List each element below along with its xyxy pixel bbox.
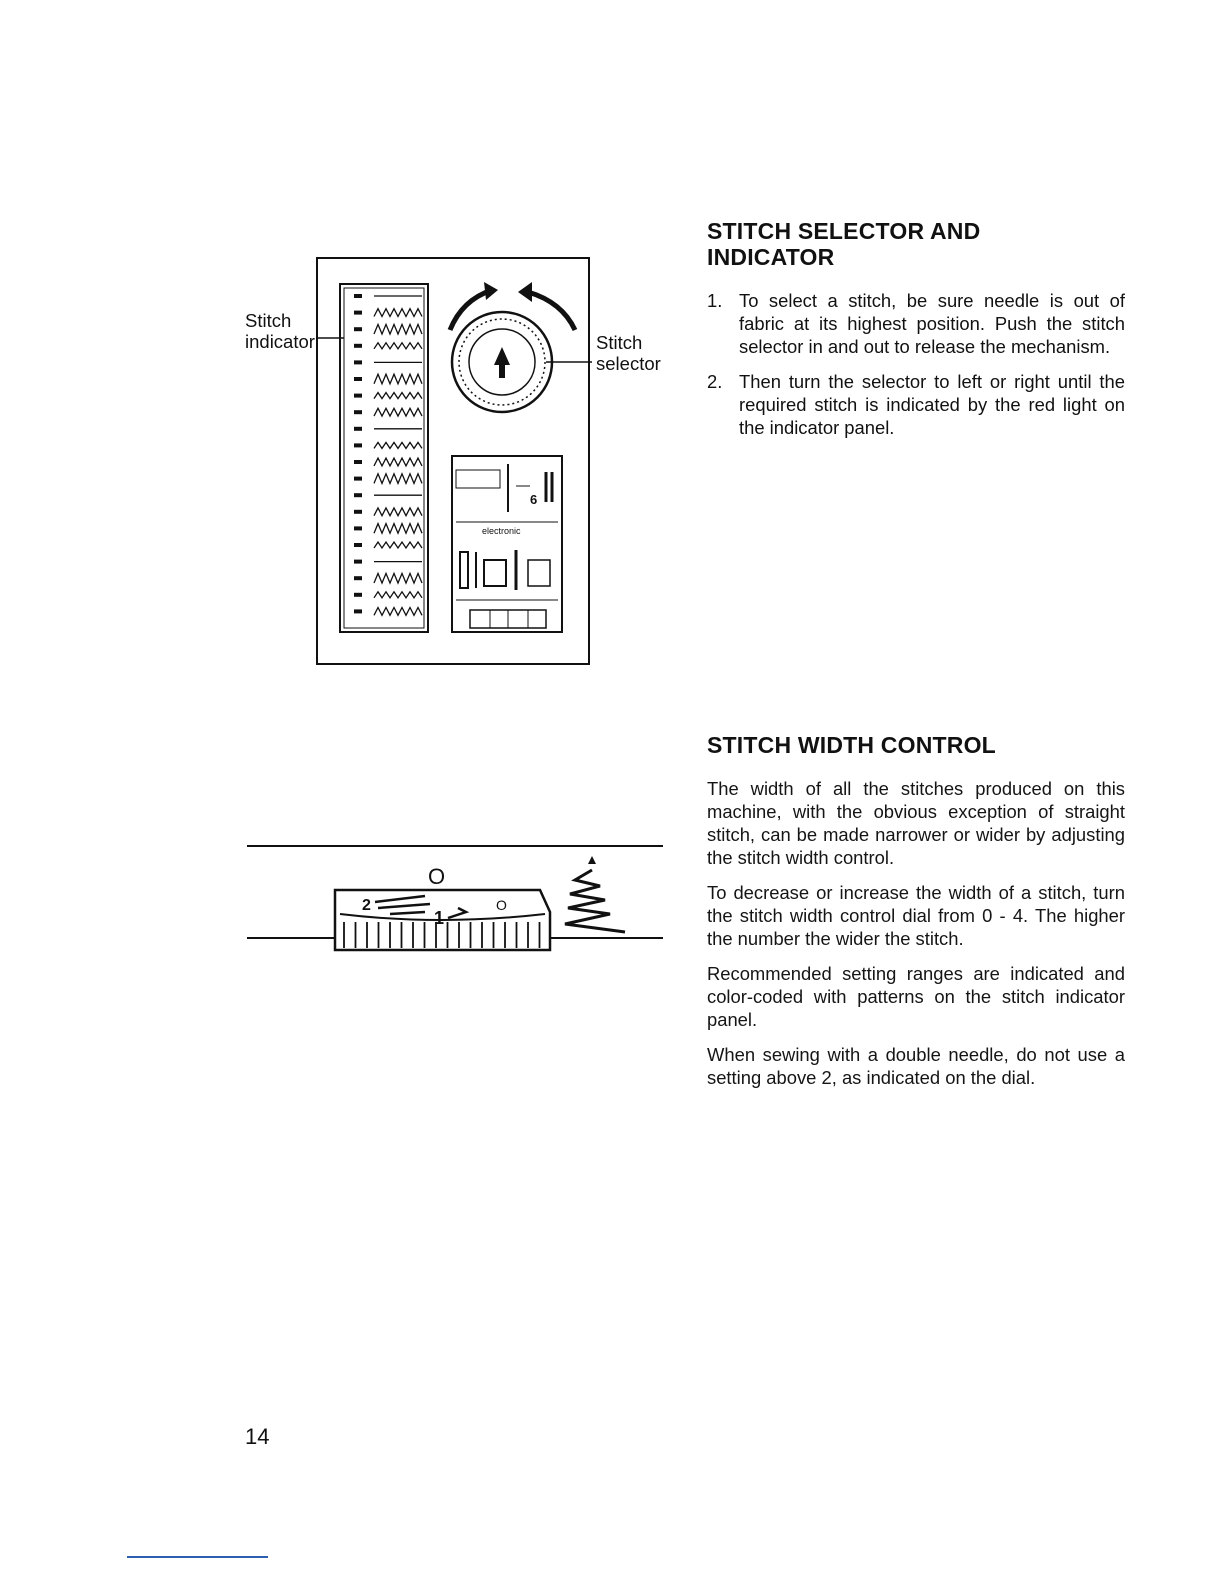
step-item: 2. Then turn the selector to left or right until the required stitch is indicated by the red light on the indicator panel. xyxy=(707,371,1125,438)
stitch-width-body xyxy=(707,777,1125,1089)
stitch-selector-heading: STITCH SELECTOR AND INDICATOR xyxy=(707,218,981,270)
stitch-pattern xyxy=(374,508,422,516)
paragraph: Recommended setting ranges are indicated and color-coded with patterns on the stitch indicator panel. xyxy=(707,963,1125,1030)
panel-number: 6 xyxy=(530,492,538,507)
indicator-light xyxy=(354,526,362,530)
electronic-display-panel xyxy=(452,456,562,632)
stitch-pattern xyxy=(374,309,422,317)
page-number: 14 xyxy=(245,1424,270,1449)
indicator-light xyxy=(354,377,362,381)
indicator-light xyxy=(354,477,362,481)
bottom-rule xyxy=(127,1556,268,1558)
indicator-light xyxy=(354,443,362,447)
dial-number-0: O xyxy=(496,897,507,913)
stitch-indicator-label: Stitch indicator xyxy=(245,310,315,352)
panel-brand: electronic xyxy=(482,526,521,536)
stitch-pattern xyxy=(374,408,422,416)
paragraph: The width of all the stitches produced on this machine, with the obvious exception of straight stitch, can be made narrower or wider by adjusting the stitch width control. xyxy=(707,778,1125,868)
step-item: 1. To select a stitch, be sure needle is out of fabric at its highest position. Push the stitch selector in and out to release the mechanism. xyxy=(707,290,1125,357)
stitch-panel-illustration xyxy=(240,250,600,670)
stitch-pattern xyxy=(374,374,422,384)
dial-number-1: 1 xyxy=(434,908,445,928)
stitch-width-heading: STITCH WIDTH CONTROL xyxy=(707,732,996,758)
stitch-pattern xyxy=(374,474,422,484)
indicator-light xyxy=(354,593,362,597)
indicator-light xyxy=(354,360,362,364)
section-stitch-width xyxy=(707,732,1125,1101)
indicator-light xyxy=(354,327,362,331)
stitch-pattern xyxy=(374,442,422,448)
stitch-pattern xyxy=(374,393,422,399)
stitch-pattern xyxy=(374,592,422,598)
dial-number-2: 2 xyxy=(362,897,371,914)
dial-zero-marker: O xyxy=(428,864,446,889)
indicator-light xyxy=(354,543,362,547)
stitch-width-dial-illustration xyxy=(240,840,670,970)
indicator-light xyxy=(354,427,362,431)
indicator-light xyxy=(354,394,362,398)
stitch-pattern xyxy=(374,542,422,548)
selector-steps-list xyxy=(707,289,1125,439)
indicator-light xyxy=(354,493,362,497)
stitch-pattern xyxy=(374,524,422,534)
indicator-light xyxy=(354,609,362,613)
stitch-selector-label: Stitch selector xyxy=(596,332,661,374)
stitch-selector-knob[interactable] xyxy=(452,312,552,412)
section-stitch-selector xyxy=(707,218,1125,451)
indicator-light xyxy=(354,576,362,580)
zigzag-width-icon xyxy=(565,856,625,932)
indicator-light xyxy=(354,460,362,464)
indicator-light xyxy=(354,294,362,298)
indicator-light xyxy=(354,344,362,348)
indicator-light xyxy=(354,510,362,514)
paragraph: When sewing with a double needle, do not use a setting above 2, as indicated on the dial. xyxy=(707,1044,1125,1088)
stitch-pattern xyxy=(374,608,422,616)
stitch-pattern xyxy=(374,458,422,466)
stitch-indicator-panel xyxy=(340,284,428,632)
paragraph: To decrease or increase the width of a stitch, turn the stitch width control dial from 0 - 4. The higher the number the wider the stitch. xyxy=(707,882,1125,949)
indicator-light xyxy=(354,410,362,414)
stitch-pattern xyxy=(374,324,422,334)
indicator-light xyxy=(354,560,362,564)
indicator-light xyxy=(354,311,362,315)
stitch-width-dial[interactable] xyxy=(335,890,550,950)
stitch-pattern xyxy=(374,343,422,349)
stitch-pattern xyxy=(374,573,422,583)
